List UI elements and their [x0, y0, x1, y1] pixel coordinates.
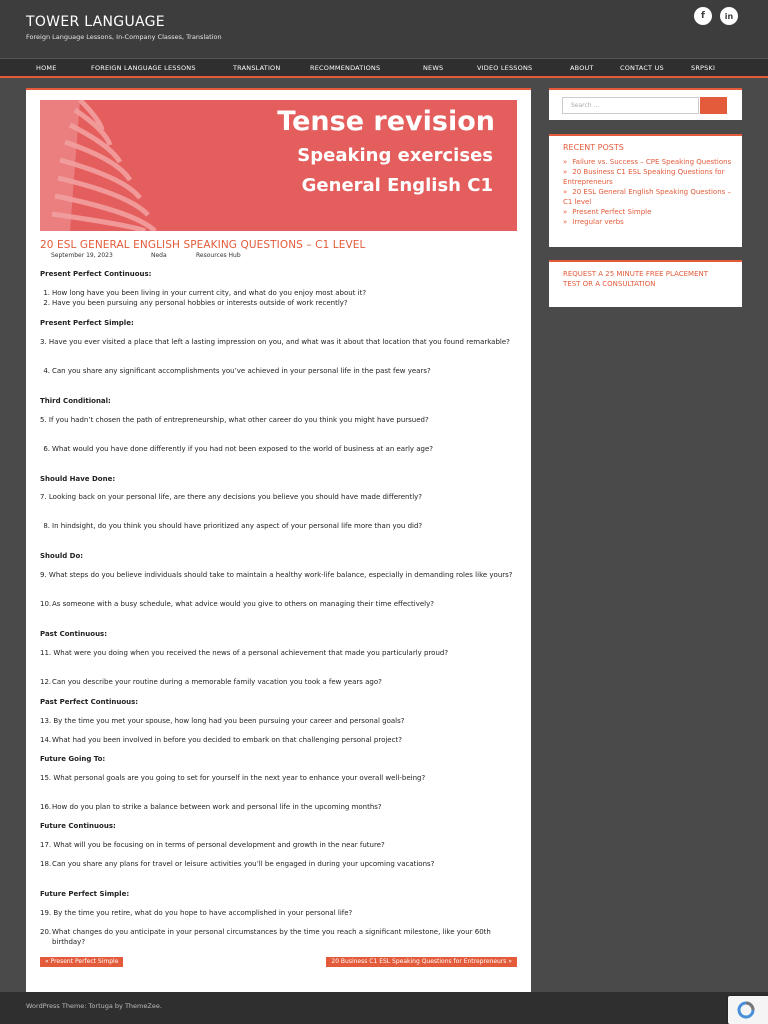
section-heading: Past Continuous: [40, 630, 108, 638]
next-post-link[interactable]: 20 Business C1 ESL Speaking Questions for Entrepreneurs » [326, 957, 517, 967]
recent-post-link[interactable]: » Failure vs. Success – CPE Speaking Questions [563, 158, 732, 166]
nav-item-translation[interactable]: TRANSLATION [233, 64, 281, 72]
prev-post-link[interactable]: « Present Perfect Simple [40, 957, 123, 967]
nav-item-video-lessons[interactable]: VIDEO LESSONS [477, 64, 533, 72]
post-date[interactable]: September 19, 2023 [51, 252, 113, 259]
search-input[interactable]: Search ... [562, 97, 699, 114]
section-heading: Future Perfect Simple: [40, 890, 130, 898]
section-heading: Should Have Done: [40, 475, 116, 483]
list-item: 2. Have you been pursuing any personal hobbies or interests outside of work recently? [43, 299, 348, 307]
search-button[interactable] [700, 97, 727, 114]
search-widget [549, 88, 742, 120]
footer-credit[interactable]: WordPress Theme: Tortuga by ThemeZee. [26, 1002, 162, 1010]
banner-title: Tense revision [277, 106, 495, 137]
list-item: 16. How do you plan to strike a balance between work and personal life in the upcoming months? [40, 803, 382, 811]
bullet-icon: » [563, 188, 568, 196]
post-article [26, 88, 531, 1005]
bullet-icon: » [563, 208, 568, 216]
question-text: 15. What personal goals are you going to set for yourself in the next year to enhance your overall well-being? [40, 774, 426, 782]
post-author[interactable]: Neda [151, 252, 167, 259]
list-item: 8. In hindsight, do you think you should have prioritized any aspect of your personal life more than you did? [43, 522, 423, 530]
main-nav [0, 58, 768, 78]
bullet-icon: » [563, 158, 568, 166]
list-item: 4. Can you share any significant accomplishments you’ve achieved in your personal life in the past few years? [43, 367, 431, 375]
list-item: 14. What had you been involved in before you decided to embark on that challenging personal project? [40, 736, 402, 744]
recent-posts-title: RECENT POSTS [563, 143, 624, 152]
nav-item-foreign-language-lessons[interactable]: FOREIGN LANGUAGE LESSONS [91, 64, 196, 72]
post-category[interactable]: Resources Hub [196, 252, 241, 259]
featured-banner [40, 100, 517, 231]
question-text: 5. If you hadn’t chosen the path of entrepreneurship, what other career do you think you might have pursued? [40, 416, 429, 424]
linkedin-icon[interactable]: in [720, 7, 738, 25]
cta-widget [549, 260, 742, 307]
site-header [0, 0, 768, 58]
list-item: 18. Can you share any plans for travel or leisure activities you’ll be engaged in during your upcoming vacations? [40, 860, 435, 868]
question-text: 3. Have you ever visited a place that left a lasting impression on you, and what was it about that location that you found remarkable? [40, 338, 510, 346]
section-heading: Present Perfect Continuous: [40, 270, 152, 278]
list-item: 1. How long have you been living in your current city, and what do you enjoy most about it? [43, 289, 367, 297]
nav-item-news[interactable]: NEWS [423, 64, 444, 72]
question-text: 7. Looking back on your personal life, are there any decisions you believe you should have made differently? [40, 493, 423, 501]
recent-posts-list [563, 157, 733, 227]
section-heading: Should Do: [40, 552, 84, 560]
section-heading: Future Going To: [40, 755, 106, 763]
section-heading: Third Conditional: [40, 397, 111, 405]
nav-item-home[interactable]: HOME [36, 64, 57, 72]
site-title[interactable]: TOWER LANGUAGE [26, 14, 165, 30]
recent-post-link[interactable]: » Irregular verbs [563, 218, 624, 226]
nav-item-recommendations[interactable]: RECOMMENDATIONS [310, 64, 381, 72]
question-text: 17. What will you be focusing on in terms of personal development and growth in the near future? [40, 841, 385, 849]
recent-post-link[interactable]: » 20 ESL General English Speaking Questions – C1 level [563, 188, 731, 206]
question-text: 9. What steps do you believe individuals should take to maintain a healthy work-life balance, especially in demanding roles like yours? [40, 571, 513, 579]
bullet-icon: » [563, 218, 568, 226]
site-tagline: Foreign Language Lessons, In-Company Classes, Translation [26, 33, 222, 41]
recent-posts-widget [549, 134, 742, 247]
recent-post-link[interactable]: » 20 Business C1 ESL Speaking Questions for Entrepreneurs [563, 168, 725, 186]
nav-item-about[interactable]: ABOUT [570, 64, 594, 72]
section-heading: Present Perfect Simple: [40, 319, 134, 327]
section-heading: Future Continuous: [40, 822, 116, 830]
question-text: 11. What were you doing when you received the news of a personal achievement that made you particularly proud? [40, 649, 449, 657]
banner-level: General English C1 [301, 175, 493, 196]
site-footer [0, 992, 768, 1024]
recaptcha-badge[interactable] [728, 996, 768, 1024]
question-text: 19. By the time you retire, what do you hope to have accomplished in your personal life? [40, 909, 353, 917]
facebook-icon[interactable]: f [694, 7, 712, 25]
nav-item-srpski[interactable]: SRPSKI [691, 64, 716, 72]
placement-test-link[interactable]: REQUEST A 25 MINUTE FREE PLACEMENT TEST OR A CONSULTATION [563, 270, 709, 288]
post-title[interactable]: 20 ESL GENERAL ENGLISH SPEAKING QUESTIONS – C1 LEVEL [40, 239, 366, 251]
list-item: 6. What would you have done differently if you had not been exposed to the world of business at an early age? [43, 445, 434, 453]
question-text: 13. By the time you met your spouse, how long had you been pursuing your career and personal goals? [40, 717, 405, 725]
list-item: 20. What changes do you anticipate in your personal circumstances by the time you reach a significant milestone, like your 60th birthday? [40, 928, 491, 946]
banner-subtitle: Speaking exercises [297, 145, 493, 166]
recent-post-link[interactable]: » Present Perfect Simple [563, 208, 652, 216]
section-heading: Past Perfect Continuous: [40, 698, 139, 706]
list-item: 10. As someone with a busy schedule, what advice would you give to others on managing their time effectively? [40, 600, 434, 608]
list-item: 12. Can you describe your routine during a memorable family vacation you took a few years ago? [40, 678, 382, 686]
nav-item-contact-us[interactable]: CONTACT US [620, 64, 664, 72]
bullet-icon: » [563, 168, 568, 176]
